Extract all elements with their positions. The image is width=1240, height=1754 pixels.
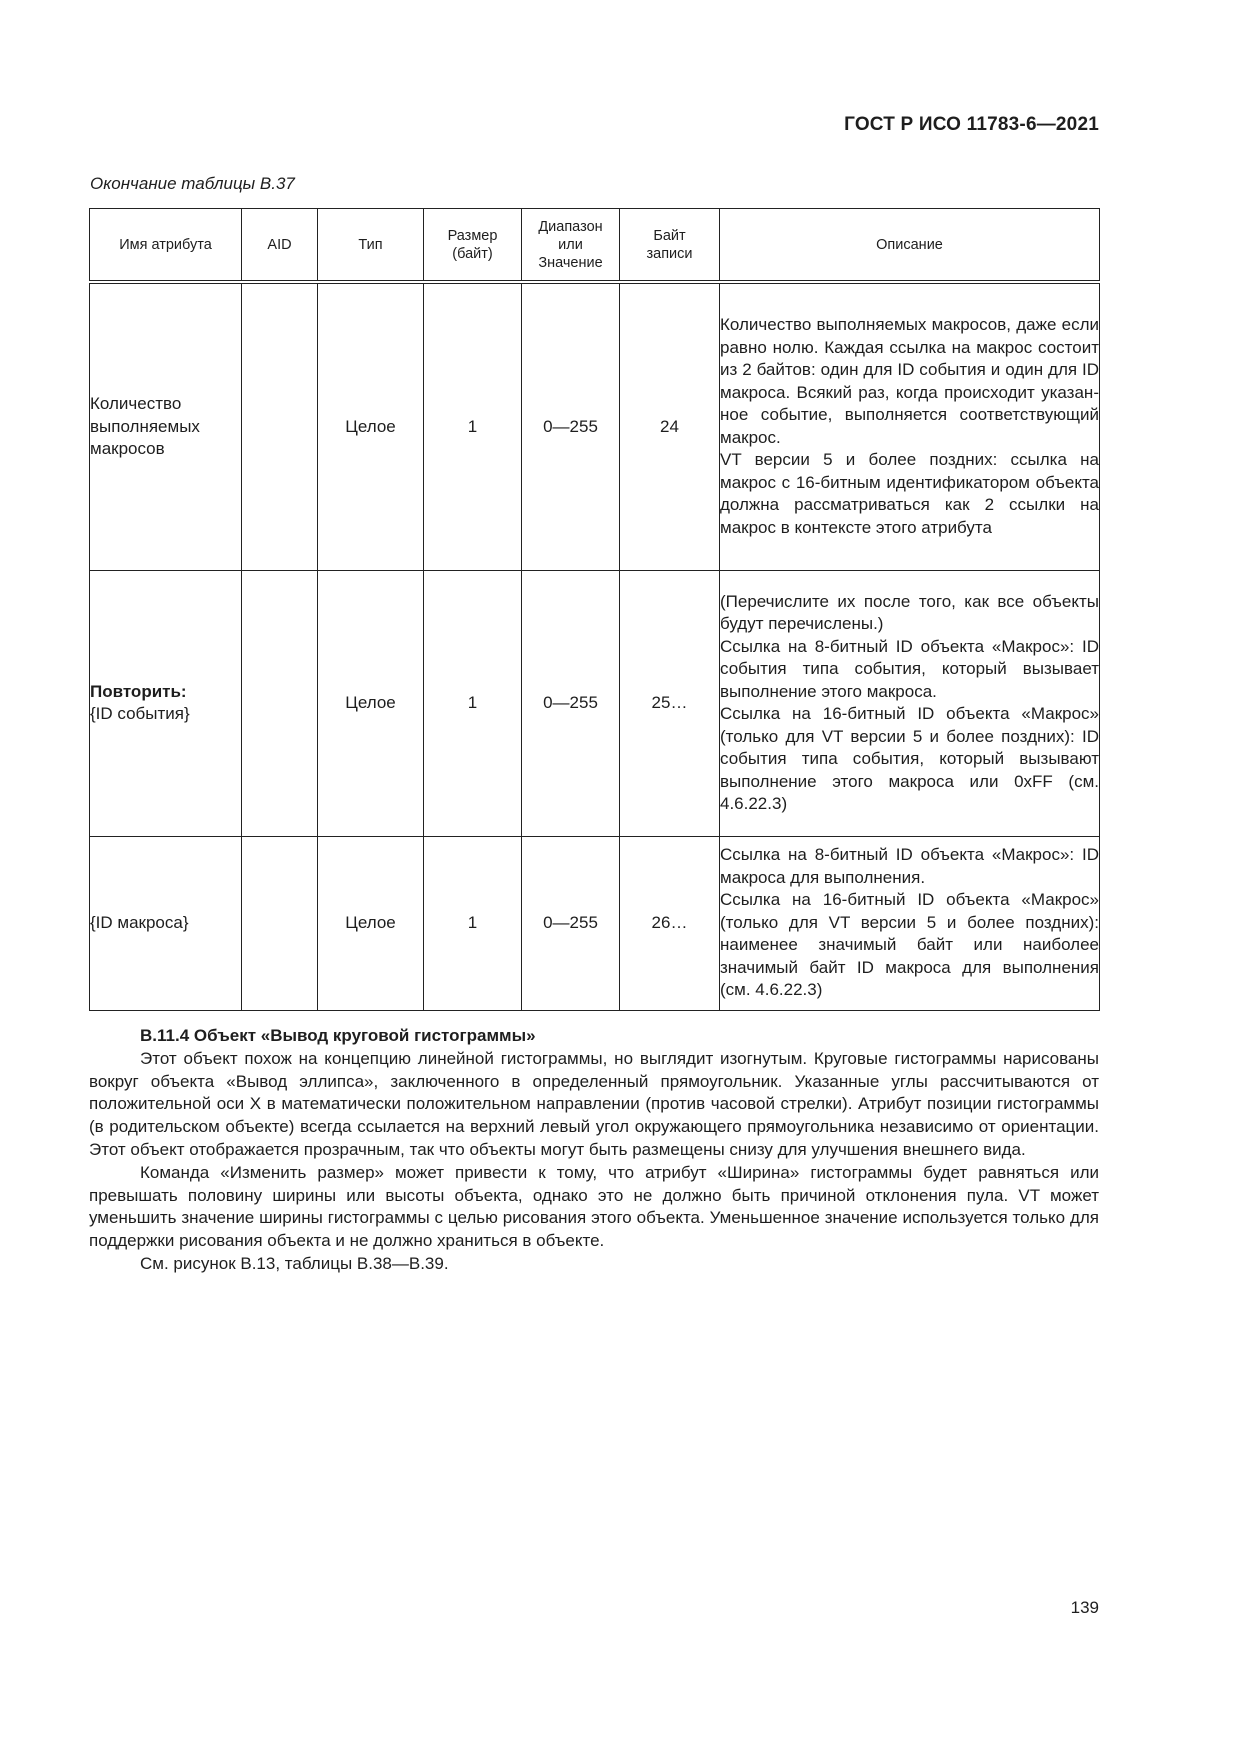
byte-cell: 24	[620, 282, 720, 570]
table-row	[90, 282, 1100, 570]
column-header-type: Тип	[318, 209, 424, 283]
page-number: 139	[1070, 1598, 1099, 1617]
attributes-table	[89, 208, 1100, 1011]
repeat-label: Повторить:	[90, 681, 187, 701]
section-paragraph: Команда «Изменить размер» может привести к тому, что атрибут «Ширина» гистограммы будет равняться или превышать половину ширины или высоты объекта, однако это не должно быть причиной отклонения пула. VT может уменьшить значение ширины гистограммы с целью рисования этого объекта. Уменьшенное значение используется только для поддержки рисования объекта и не должно храниться в объекте.	[89, 1162, 1099, 1251]
table-header-row	[90, 209, 1100, 283]
section-title: В.11.4 Объект «Вывод круговой гистограммы»	[140, 1026, 536, 1045]
range-cell: 0—255	[522, 570, 620, 836]
column-header-description: Описание	[720, 209, 1100, 283]
column-header-size	[424, 209, 522, 283]
type-cell: Целое	[318, 570, 424, 836]
description-paragraph: (Перечислите их после того, как все объекты будут перечислены.)	[720, 591, 1099, 633]
column-header-size-text: Размер (байт)	[447, 227, 498, 262]
description-paragraph: VT версии 5 и более поздних: ссылка на макрос с 16-битным идентификатором объекта должна рассматриваться как 2 ссылки на макрос в контексте этого атрибута	[720, 450, 1099, 537]
description-cell	[720, 836, 1100, 1010]
range-cell: 0—255	[522, 282, 620, 570]
attribute-name-text: {ID события}	[90, 704, 190, 723]
column-header-range	[522, 209, 620, 283]
section-paragraph: См. рисунок В.13, таблицы В.38—В.39.	[140, 1253, 449, 1273]
description-paragraph: Ссылка на 16-битный ID объекта «Макрос» (только для VT версии 5 и более поздних): ID события типа события, который вызывают выполнение этого макроса или 0xFF (см. 4.6.22.3)	[720, 704, 1099, 813]
size-cell: 1	[424, 836, 522, 1010]
description-cell	[720, 570, 1100, 836]
aid-cell	[242, 282, 318, 570]
table-row	[90, 836, 1100, 1010]
description-paragraph: Ссылка на 16-битный ID объекта «Макрос» (только для VT версии 5 и более поздних): наименее значимый байт или наиболее значимый байт ID макроса для выполнения (см. 4.6.22.3)	[720, 890, 1099, 1000]
description-paragraph: Ссылка на 8-битный ID объекта «Макрос»: ID макроса для выполнения.	[720, 845, 1099, 887]
description-paragraph: Ссылка на 8-битный ID объекта «Макрос»: ID события типа события, который вызывает выполнение этого макроса.	[720, 636, 1099, 701]
aid-cell	[242, 836, 318, 1010]
type-cell: Целое	[318, 836, 424, 1010]
column-header-name: Имя атрибута	[90, 209, 242, 283]
column-header-aid: AID	[242, 209, 318, 283]
section-b-11-4	[89, 1025, 1099, 1276]
byte-cell: 25…	[620, 570, 720, 836]
table-caption: Окончание таблицы В.37	[90, 174, 295, 193]
column-header-byte	[620, 209, 720, 283]
table-row	[90, 570, 1100, 836]
attribute-name-cell: {ID макроса}	[90, 836, 242, 1010]
attribute-name-cell	[90, 570, 242, 836]
column-header-range-text: Диапазон или Значение	[538, 218, 603, 271]
description-cell	[720, 282, 1100, 570]
size-cell: 1	[424, 570, 522, 836]
byte-cell: 26…	[620, 836, 720, 1010]
aid-cell	[242, 570, 318, 836]
range-cell: 0—255	[522, 836, 620, 1010]
document-header: ГОСТ Р ИСО 11783-6—2021	[844, 114, 1099, 135]
description-paragraph: Количество выполняемых макросов, даже если равно нолю. Каждая ссылка на макрос состоит из 2 байтов: один для ID события и один для ID макроса. Всякий раз, когда происходит указанное событие, выполняется соответствующий макрос.	[720, 315, 1099, 447]
attribute-name-cell: Количество выполняемых макросов	[90, 282, 242, 570]
size-cell: 1	[424, 282, 522, 570]
type-cell: Целое	[318, 282, 424, 570]
section-paragraph: Этот объект похож на концепцию линейной гистограммы, но выглядит изогнутым. Круговые гистограммы нарисованы вокруг объекта «Вывод эллипса», заключенного в определенный прямоугольник. Указанные углы рассчитываются от положительной оси X в математически положительном направлении (против часовой стрелки). Атрибут позиции гистограммы (в родительском объекте) всегда ссылается на верхний левый угол окружающего прямоугольника независимо от ориентации. Этот объект отображается прозрачным, так что объекты могут быть размещены снизу для улучшения внешнего вида.	[89, 1048, 1099, 1159]
column-header-byte-text: Байт записи	[646, 227, 693, 262]
